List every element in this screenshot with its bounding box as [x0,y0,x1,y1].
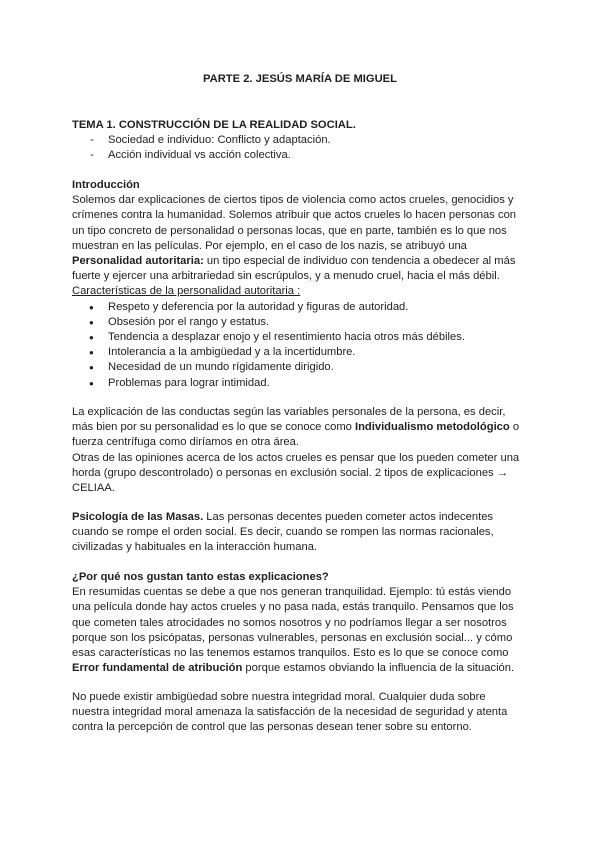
page-title: PARTE 2. JESÚS MARÍA DE MIGUEL [203,73,397,85]
paragraph-text: un tipo especial de individuo con tendencia a obedecer al más fuerte y ejercer una arbitrariedad sin escrúpulos, y a menudo cruel, hacia el más débil. [72,255,516,283]
paragraph-text: Las personas decentes pueden cometer actos indecentes cuando se rompe el orden social. Es decir, cuando se rompen las normas racionales, civilizadas y habituales en la interacción humana. [72,511,494,554]
list-item: ● Intolerancia a la ambigüedad y a la incertidumbre. [72,345,522,360]
list-item: - Sociedad e individuo: Conflicto y adaptación. [72,133,522,148]
introduccion-heading: Introducción [72,179,140,191]
term-error-fundamental: Error fundamental de atribución [72,662,243,675]
introduccion-paragraph [72,193,522,284]
tema-list [72,133,522,163]
paragraph-text: o fuerza centrífuga como diríamos en otra área. [72,421,520,449]
paragraph-text: Solemos dar explicaciones de ciertos tipos de violencia como actos crueles, genocidios y crímenes contra la humanidad. Solemos atribuir que actos crueles lo hacen personas con un tipo concreto de personalidad o personas locas, que en parte, también es lo que nos muestran en las películas. Por ejemplo, en el caso de los nazis, se atribuyó una [72,194,517,252]
porque-heading: ¿Por qué nos gustan tanto estas explicaciones? [72,571,329,583]
porque-section [72,570,522,676]
porque-paragraph [72,585,522,676]
list-item: - Acción individual vs acción colectiva. [72,148,522,163]
tema-heading: TEMA 1. CONSTRUCCIÓN DE LA REALIDAD SOCIAL. [72,119,356,131]
list-item: ● Tendencia a desplazar enojo y el resentimiento hacia otros más débiles. [72,330,522,345]
individualismo-section [72,405,522,496]
introduccion-section [72,178,522,391]
list-item: ● Obsesión por el rango y estatus. [72,315,522,330]
list-item: ● Problemas para lograr intimidad. [72,376,522,391]
term-personalidad-autoritaria: Personalidad autoritaria: [72,255,204,268]
masas-paragraph [72,510,522,556]
list-item: ● Necesidad de un mundo rígidamente dirigido. [72,360,522,375]
integridad-section [72,690,522,736]
paragraph-text: La explicación de las conductas según las variables personales de la persona, es decir, más bien por su personalidad es lo que se conoce como [72,406,506,434]
explicaciones-paragraph: Otras de las opiniones acerca de los actos crueles es pensar que los pueden cometer una horda (grupo descontrolado) o personas en exclusión social. 2 tipos de explicaciones → CELIAA. [72,451,520,495]
masas-section [72,510,522,556]
characteristics-list [72,300,522,391]
characteristics-heading: Características de la personalidad autoritaria : [72,285,301,298]
paragraph-text: porque estamos obviando la influencia de la situación. [242,662,515,675]
term-psicologia-masas: Psicología de las Masas. [72,511,204,523]
paragraph-text: En resumidas cuentas se debe a que nos generan tranquilidad. Ejemplo: tú estás viendo una película donde hay actos crueles y no pasa nada, estás tranquilo. Pensamos que los que cometen tales atrocidades no somos nosotros y no podríamos llegar a ser nosotros porque son los psicópatas, personas vulnerables, personas en exclusión social... y cómo esas características no las tenemos estamos tranquilos. Esto es lo que se conoce como [72,586,514,660]
term-individualismo: Individualismo metodológico [354,421,510,434]
integridad-paragraph: No puede existir ambigüedad sobre nuestra integridad moral. Cualquier duda sobre nuestra integridad moral amenaza la satisfacción de la necesidad de seguridad y atenta contra la percepción de control que las personas desean tener sobre su entorno. [72,691,508,734]
list-item: ● Respeto y deferencia por la autoridad y figuras de autoridad. [72,300,522,315]
individualismo-paragraph [72,405,522,451]
tema-section [72,118,522,164]
